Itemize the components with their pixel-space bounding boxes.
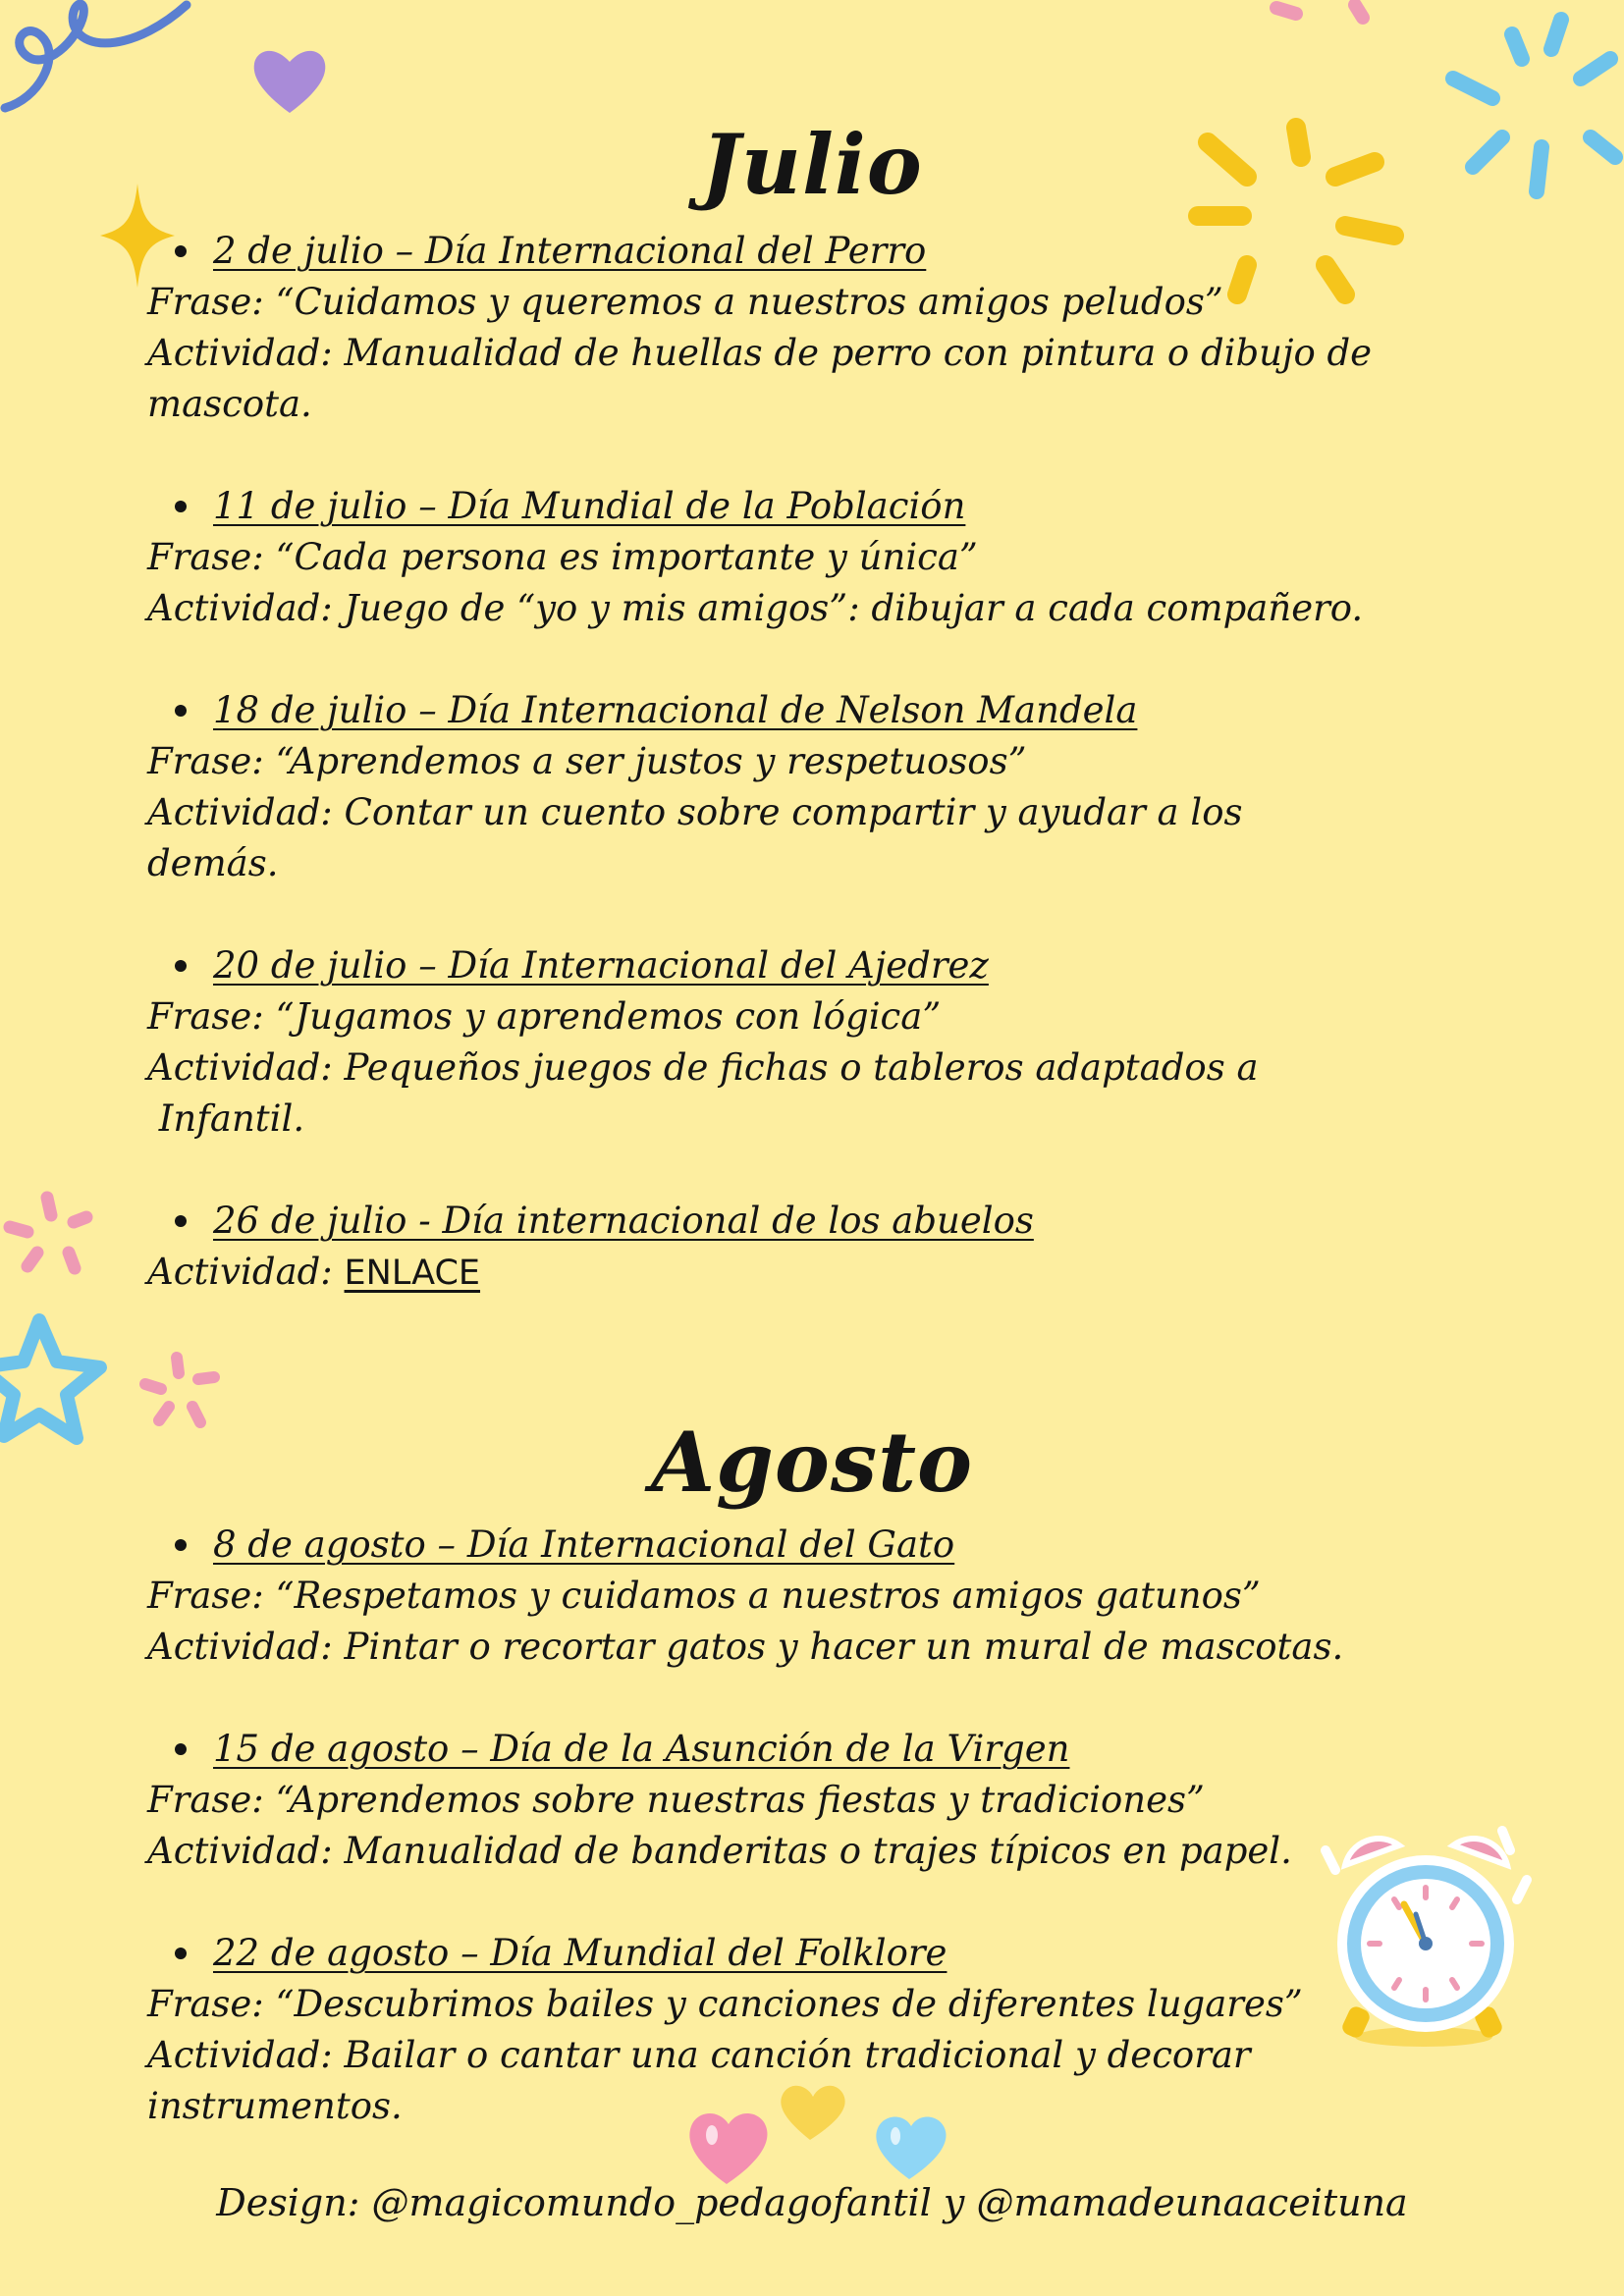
heart-icon bbox=[250, 44, 329, 118]
event-heading: 8 de agosto – Día Internacional del Gato bbox=[147, 1520, 1502, 1571]
actividad-line-cont: mascota. bbox=[147, 383, 312, 425]
actividad-line-cont: instrumentos. bbox=[147, 2085, 403, 2127]
bullet-icon bbox=[175, 501, 187, 512]
event-heading: 2 de julio – Día Internacional del Perro bbox=[147, 226, 1502, 277]
flower-icon bbox=[1267, 0, 1375, 29]
bullet-icon bbox=[175, 705, 187, 717]
bullet-icon bbox=[175, 960, 187, 972]
event-22-agosto bbox=[147, 1928, 1502, 2132]
event-18-julio bbox=[147, 685, 1502, 889]
frase-line: Frase: “Descubrimos bailes y canciones de diferentes lugares” bbox=[147, 1983, 1303, 2025]
event-heading: 26 de julio - Día internacional de los abuelos bbox=[147, 1196, 1502, 1247]
frase-line: Frase: “Aprendemos sobre nuestras fiestas y tradiciones” bbox=[147, 1779, 1205, 1821]
event-26-julio bbox=[147, 1196, 1502, 1299]
event-heading: 11 de julio – Día Mundial de la Población bbox=[147, 481, 1502, 532]
enlace-link[interactable]: ENLACE bbox=[344, 1254, 481, 1293]
swirl-icon bbox=[0, 0, 206, 118]
actividad-line: Actividad: Bailar o cantar una canción tradicional y decorar bbox=[147, 2034, 1251, 2076]
frase-line: Frase: “Cuidamos y queremos a nuestros amigos peludos” bbox=[147, 281, 1223, 323]
bullet-icon bbox=[175, 1948, 187, 1959]
bullet-icon bbox=[175, 1215, 187, 1227]
actividad-line: Actividad: Contar un cuento sobre compartir y ayudar a los bbox=[147, 791, 1243, 833]
event-8-agosto bbox=[147, 1520, 1502, 1673]
event-heading: 15 de agosto – Día de la Asunción de la Virgen bbox=[147, 1724, 1502, 1775]
event-heading: 18 de julio – Día Internacional de Nelson Mandela bbox=[147, 685, 1502, 736]
month-title-julio: Julio bbox=[701, 116, 923, 213]
event-20-julio bbox=[147, 940, 1502, 1145]
actividad-line: Actividad: Pintar o recortar gatos y hacer un mural de mascotas. bbox=[147, 1626, 1344, 1668]
event-15-agosto bbox=[147, 1724, 1502, 1877]
bullet-icon bbox=[175, 245, 187, 257]
event-11-julio bbox=[147, 481, 1502, 634]
event-2-julio bbox=[147, 226, 1502, 430]
actividad-line: Actividad: Manualidad de banderitas o trajes típicos en papel. bbox=[147, 1830, 1292, 1872]
actividad-line: Actividad: Manualidad de huellas de perro con pintura o dibujo de bbox=[147, 332, 1373, 374]
frase-line: Frase: “Jugamos y aprendemos con lógica” bbox=[147, 995, 942, 1038]
actividad-line: Actividad: Pequeños juegos de fichas o tableros adaptados a bbox=[147, 1046, 1259, 1089]
bullet-icon bbox=[175, 1743, 187, 1755]
frase-line: Frase: “Aprendemos a ser justos y respetuosos” bbox=[147, 740, 1027, 782]
month-title-agosto: Agosto bbox=[650, 1414, 974, 1511]
bullet-icon bbox=[175, 1539, 187, 1551]
actividad-line-cont: Infantil. bbox=[147, 1097, 305, 1140]
actividad-line bbox=[147, 1247, 1502, 1299]
frase-line: Frase: “Respetamos y cuidamos a nuestros amigos gatunos” bbox=[147, 1575, 1261, 1617]
event-heading: 20 de julio – Día Internacional del Ajedrez bbox=[147, 940, 1502, 991]
frase-line: Frase: “Cada persona es importante y única” bbox=[147, 536, 978, 578]
event-heading: 22 de agosto – Día Mundial del Folklore bbox=[147, 1928, 1502, 1979]
flower-icon bbox=[0, 1188, 98, 1286]
footer-credits: Design: @magicomundo_pedagofantil y @mamadeunaaceituna bbox=[216, 2181, 1408, 2224]
actividad-label: Actividad: bbox=[147, 1251, 345, 1293]
actividad-line: Actividad: Juego de “yo y mis amigos”: dibujar a cada compañero. bbox=[147, 587, 1364, 629]
actividad-line-cont: demás. bbox=[147, 842, 279, 884]
